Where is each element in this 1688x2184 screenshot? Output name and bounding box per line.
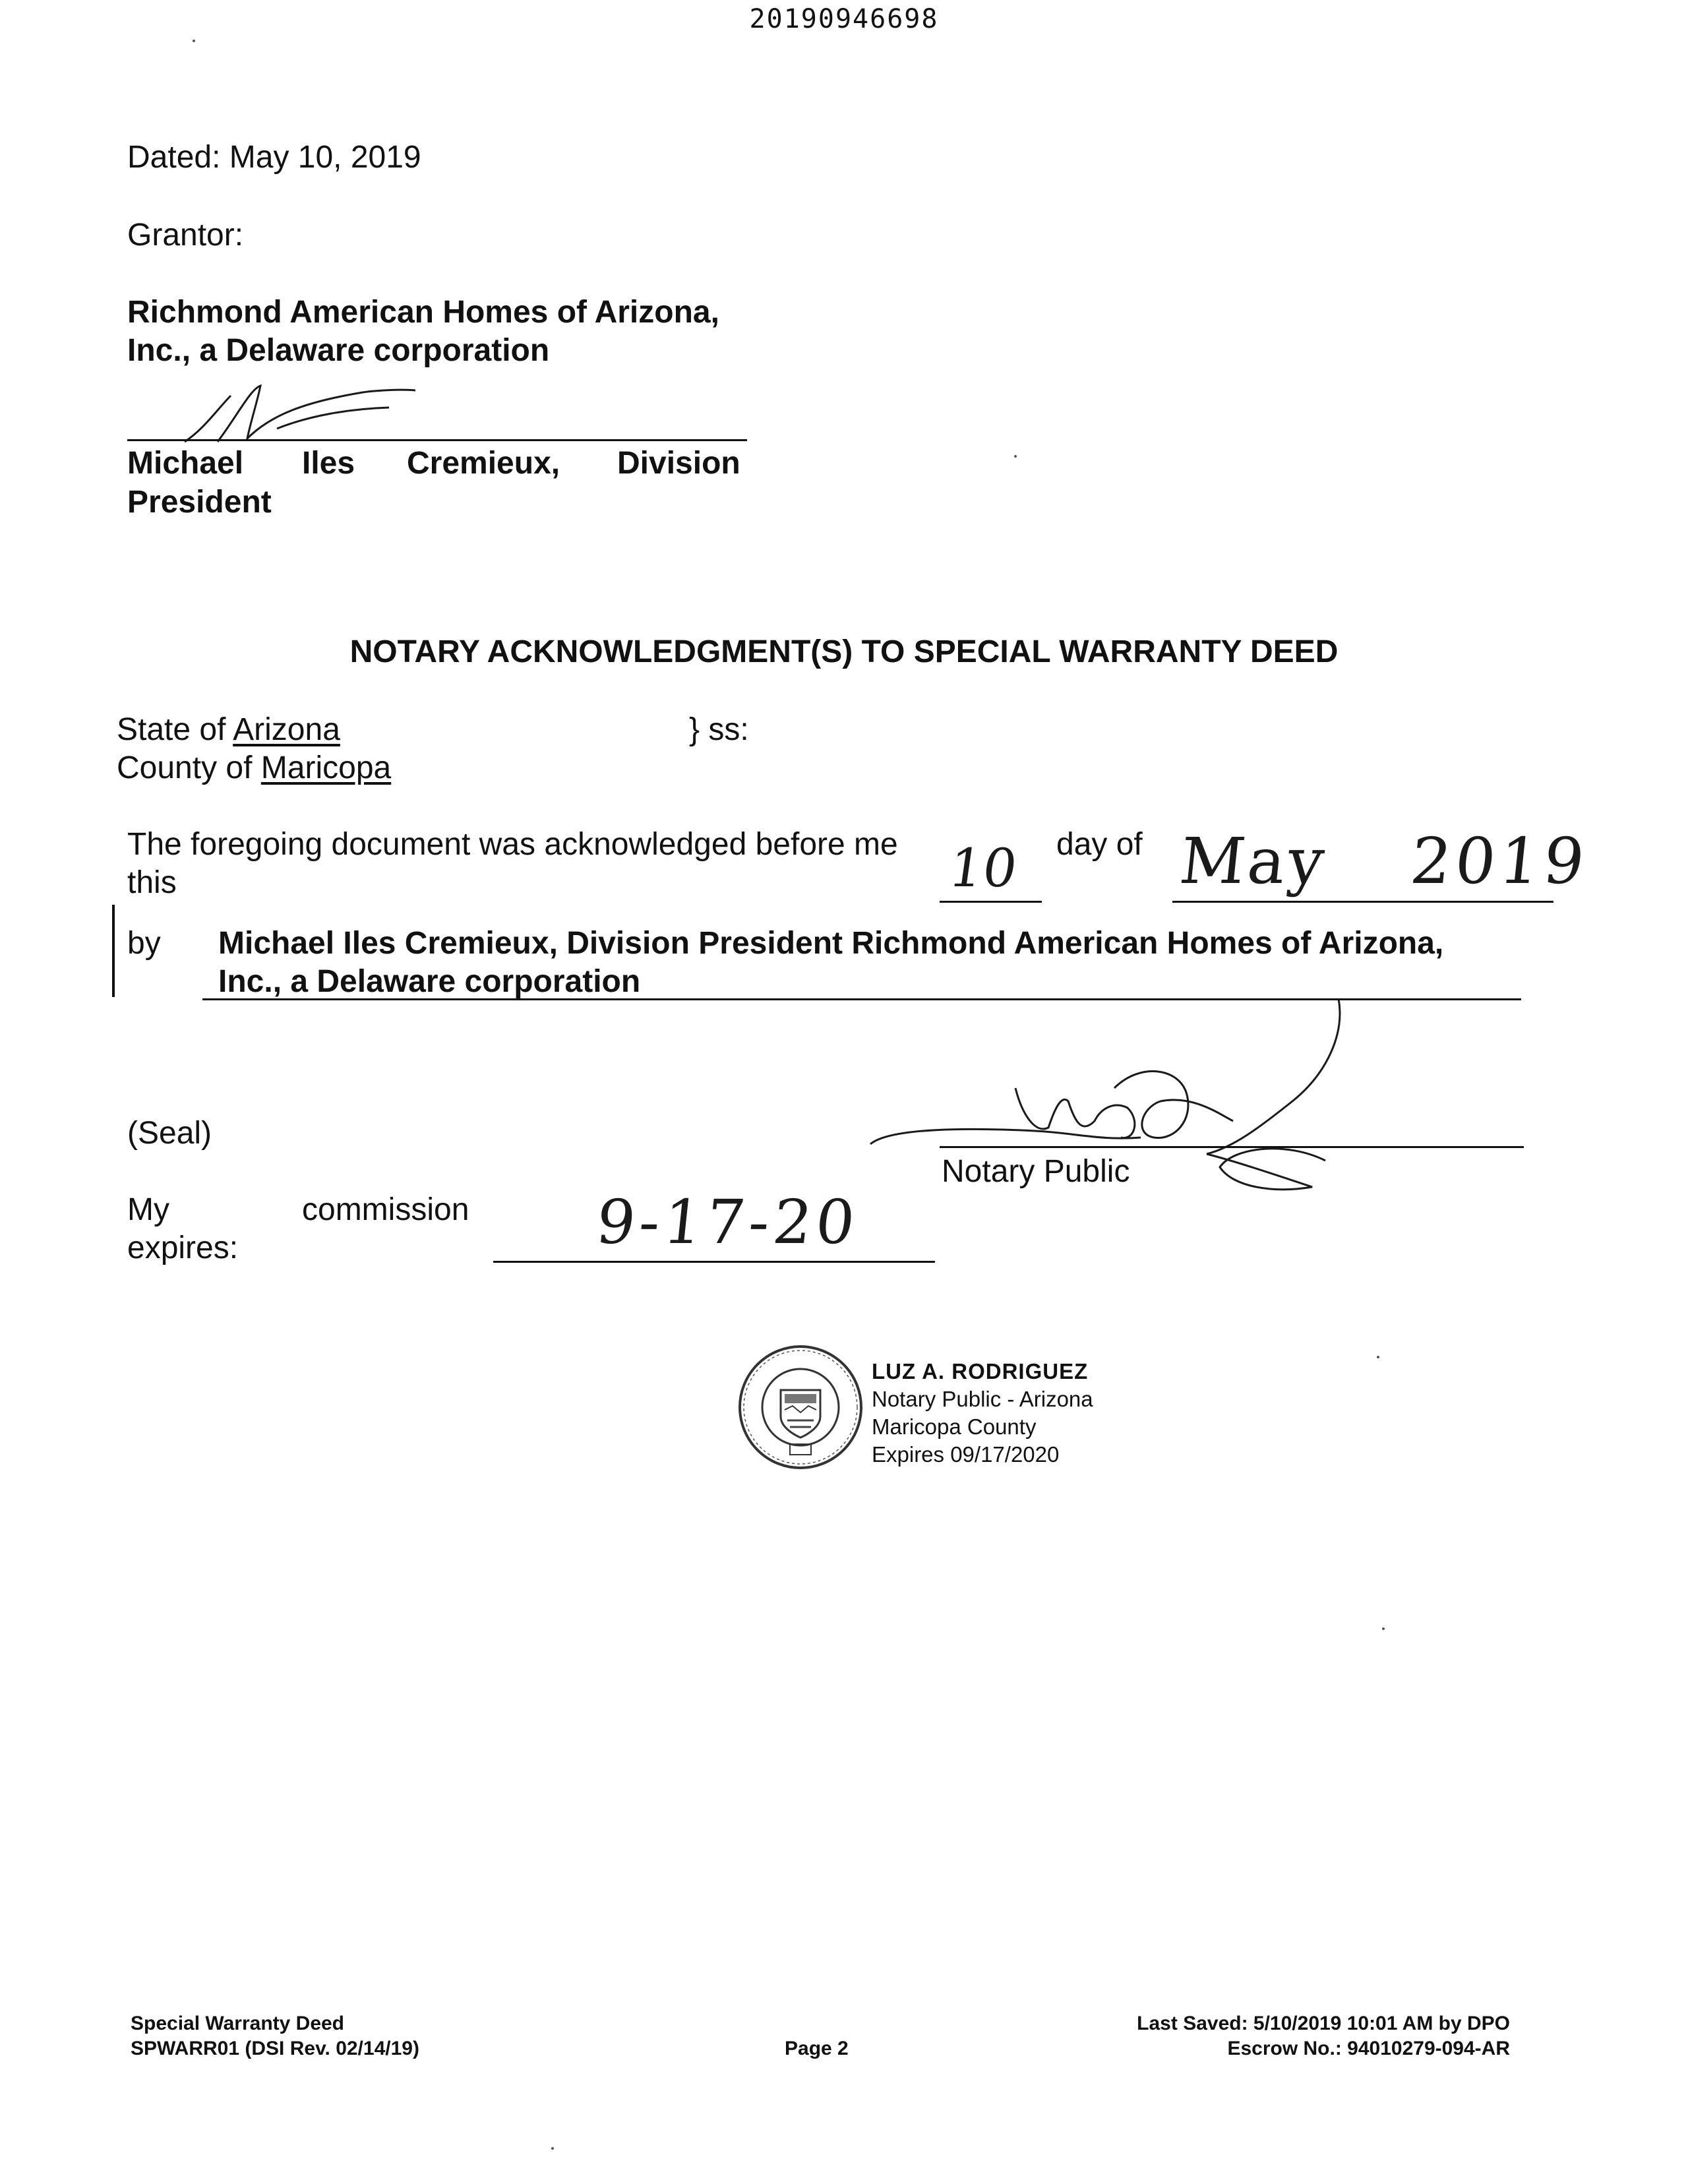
stamp-county: Maricopa County (872, 1414, 1037, 1439)
scan-speck (1377, 1356, 1379, 1358)
state-prefix: State of (117, 712, 226, 747)
county-value: Maricopa (260, 750, 392, 785)
county-line (117, 749, 391, 787)
signer-word-michael: Michael (127, 446, 244, 481)
notary-public-label: Notary Public (942, 1154, 1130, 1189)
footer-form-code: SPWARR01 (DSI Rev. 02/14/19) (131, 2038, 419, 2059)
scan-speck (1382, 1627, 1385, 1630)
footer-doc-title: Special Warranty Deed (131, 2013, 345, 2034)
grantor-signature (178, 376, 481, 455)
grantor-signature-line (127, 439, 747, 441)
signer-word-iles: Iles (302, 446, 355, 481)
revision-bar (112, 905, 115, 997)
handwritten-day: 10 (945, 837, 1021, 899)
commission-word-my: My (127, 1192, 169, 1227)
ack-line1: The foregoing document was acknowledged before me (127, 827, 898, 862)
signer-word-division: Division (617, 446, 740, 481)
ack-line2: this (127, 865, 177, 900)
day-blank-line (940, 901, 1042, 903)
by-line2: Inc., a Delaware corporation (218, 964, 641, 999)
commission-blank-line (493, 1261, 935, 1263)
notary-heading: NOTARY ACKNOWLEDGMENT(S) TO SPECIAL WARRANTY DEED (349, 634, 1339, 669)
commission-word-expires: expires: (127, 1230, 239, 1265)
by-label: by (127, 926, 161, 961)
notary-signature-line (940, 1146, 1524, 1148)
commission-word-commission: commission (302, 1192, 469, 1227)
state-value: Arizona (233, 712, 340, 747)
scan-speck (193, 40, 195, 42)
scan-speck (551, 2147, 554, 2150)
grantor-company-line2: Inc., a Delaware corporation (127, 333, 550, 368)
by-line1: Michael Iles Cremieux, Division President Richmond American Homes of Arizona, (218, 926, 1444, 961)
month-year-blank-line (1172, 901, 1553, 903)
grantor-label: Grantor: (127, 218, 244, 253)
state-line (117, 711, 340, 749)
footer-page-number: Page 2 (785, 2038, 849, 2059)
stamp-notary-title: Notary Public - Arizona (872, 1387, 1093, 1411)
signer-word-president: President (127, 485, 272, 520)
recording-number: 20190946698 (749, 4, 939, 34)
great-seal-arizona (737, 1344, 864, 1471)
handwritten-month: May (1176, 824, 1331, 898)
ss-marker: } ss: (689, 712, 749, 747)
footer-last-saved: Last Saved: 5/10/2019 10:01 AM by DPO (1137, 2013, 1510, 2034)
dated-line: Dated: May 10, 2019 (127, 140, 421, 175)
county-prefix: County of (117, 750, 253, 785)
handwritten-year: 2019 (1407, 824, 1592, 898)
day-of-label: day of (1056, 827, 1143, 862)
footer-escrow-number: Escrow No.: 94010279-094-AR (1227, 2038, 1510, 2059)
stamp-notary-name: LUZ A. RODRIGUEZ (872, 1359, 1089, 1383)
stamp-expires: Expires 09/17/2020 (872, 1442, 1060, 1467)
handwritten-expiration: 9-17-20 (593, 1187, 862, 1258)
scan-speck (1014, 455, 1017, 458)
grantor-company-line1: Richmond American Homes of Arizona, (127, 295, 719, 330)
signer-word-cremieux: Cremieux, (407, 446, 560, 481)
seal-label: (Seal) (127, 1116, 212, 1151)
